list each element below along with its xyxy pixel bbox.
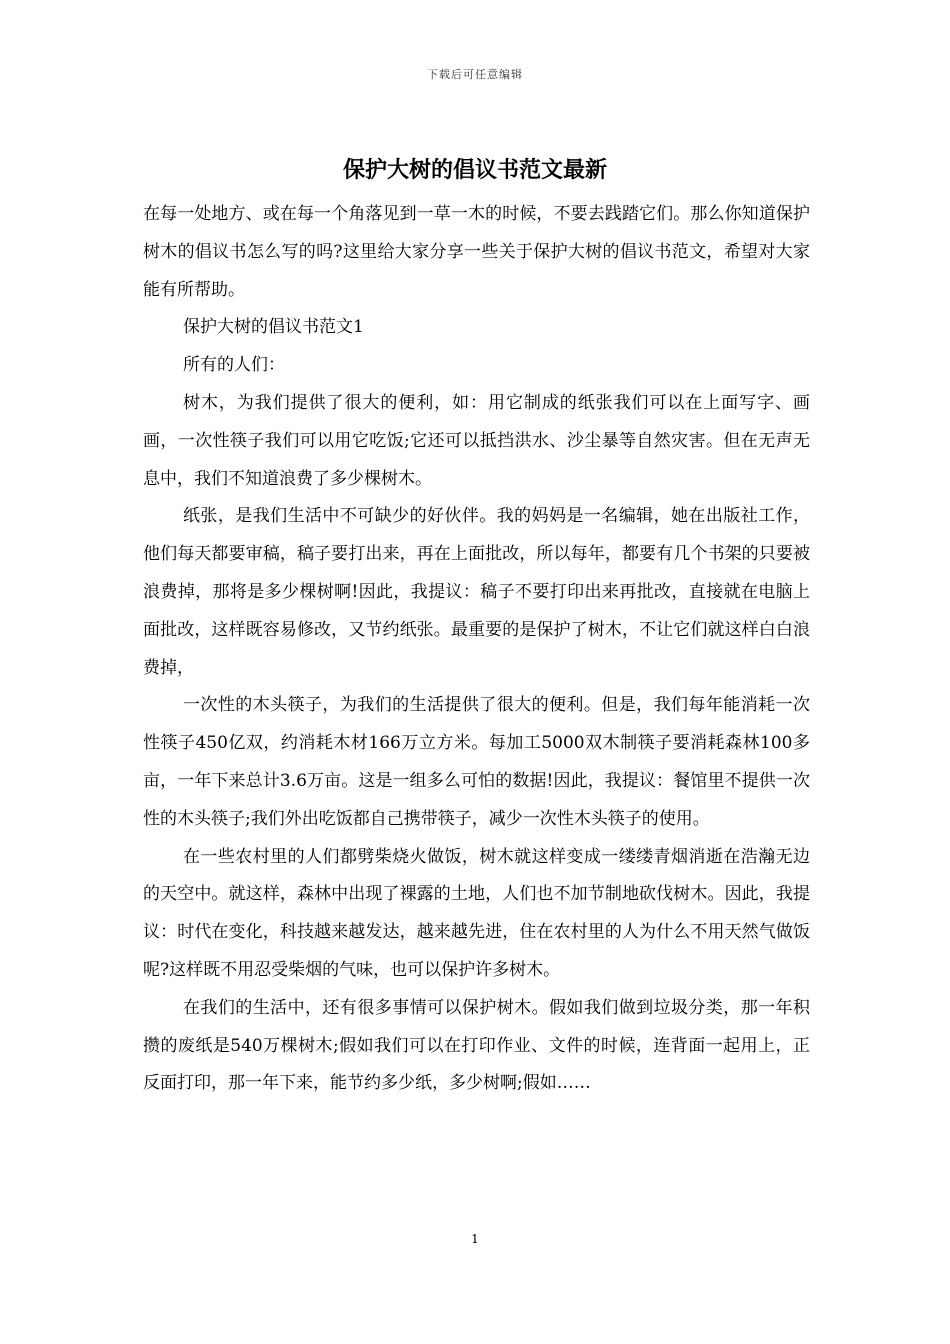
page-number: 1	[471, 1232, 479, 1246]
paragraph-salutation: 所有的人们：	[183, 355, 285, 376]
document-body	[143, 196, 810, 1103]
paragraph: 一次性的木头筷子，为我们的生活提供了很大的便利。但是，我们每年能消耗一次性筷子450亿双，约消耗木材166万立方米。每加工5000双木制筷子要消耗森林100多亩，一年下来总计3.6万亩。这是一组多么可怕的数据!因此，我提议：餐馆里不提供一次性的木头筷子;我们外出吃饭都自己携带筷子，减少一次性木头筷子的使用。	[143, 695, 810, 829]
document-title: 保护大树的倡议书范文最新	[342, 157, 607, 183]
paragraph: 树木，为我们提供了很大的便利，如：用它制成的纸张我们可以在上面写字、画画，一次性筷子我们可以用它吃饭;它还可以抵挡洪水、沙尘暴等自然灾害。但在无声无息中，我们不知道浪费了多少棵树木。	[143, 392, 810, 489]
paragraph-subtitle: 保护大树的倡议书范文1	[183, 317, 364, 338]
paragraph: 在我们的生活中，还有很多事情可以保护树木。假如我们做到垃圾分类，那一年积攒的废纸是540万棵树木;假如我们可以在打印作业、文件的时候，连背面一起用上，正反面打印，那一年下来，能节约多少纸，多少树啊;假如……	[143, 997, 810, 1094]
paragraph-intro: 在每一处地方、或在每一个角落见到一草一木的时候，不要去践踏它们。那么你知道保护树木的倡议书怎么写的吗?这里给大家分享一些关于保护大树的倡议书范文，希望对大家能有所帮助。	[143, 204, 810, 300]
paragraph: 纸张，是我们生活中不可缺少的好伙伴。我的妈妈是一名编辑，她在出版社工作，他们每天都要审稿，稿子要打出来，再在上面批改，所以每年，都要有几个书架的只要被浪费掉，那将是多少棵树啊!因此，我提议：稿子不要打印出来再批改，直接就在电脑上面批改，这样既容易修改，又节约纸张。最重要的是保护了树木，不让它们就这样白白浪费掉，	[143, 506, 810, 678]
header-note: 下载后可任意编辑	[427, 68, 523, 81]
paragraph: 在一些农村里的人们都劈柴烧火做饭，树木就这样变成一缕缕青烟消逝在浩瀚无边的天空中。就这样，森林中出现了裸露的土地，人们也不加节制地砍伐树木。因此，我提议：时代在变化，科技越来越发达，越来越先进，住在农村里的人为什么不用天然气做饭呢?这样既不用忍受柴烟的气味，也可以保护许多树木。	[143, 846, 810, 980]
